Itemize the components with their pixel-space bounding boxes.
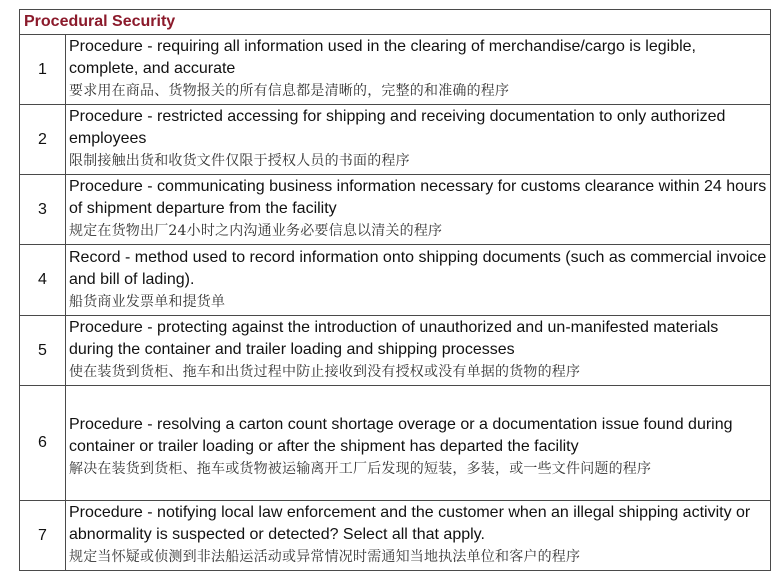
table-row <box>20 35 771 105</box>
row-text-cell <box>66 501 771 571</box>
row-number: 2 <box>20 105 66 175</box>
row-text-chinese: 限制接触出货和收货文件仅限于授权人员的书面的程序 <box>69 153 410 169</box>
row-text-english: Procedure - protecting against the introduction of unauthorized and un-manifested materials during the container and trailer loading and shipping processes <box>69 319 719 358</box>
row-text-chinese: 要求用在商品、货物报关的所有信息都是清晰的，完整的和准确的程序 <box>69 83 510 99</box>
table-row <box>20 501 771 571</box>
row-number: 5 <box>20 316 66 386</box>
row-text-cell <box>66 175 771 245</box>
row-number: 3 <box>20 175 66 245</box>
row-number: 4 <box>20 245 66 316</box>
row-text-cell <box>66 386 771 501</box>
table-header: Procedural Security <box>20 10 771 35</box>
table-row <box>20 386 771 501</box>
row-text-english: Procedure - notifying local law enforcement and the customer when an illegal shipping activity or abnormality is suspected or detected? Select all that apply. <box>69 504 751 543</box>
row-text-english: Procedure - restricted accessing for shipping and receiving documentation to only authorized employees <box>69 108 726 147</box>
row-text-english: Procedure - communicating business information necessary for customs clearance within 24 hours of shipment departure from the facility <box>69 178 767 217</box>
row-number: 6 <box>20 386 66 501</box>
row-text-cell <box>66 245 771 316</box>
row-text-chinese: 解决在装货到货柜、拖车或货物被运输离开工厂后发现的短装，多装，或一些文件问题的程序 <box>69 460 652 477</box>
table-row <box>20 316 771 386</box>
row-text-chinese: 使在装货到货柜、拖车和出货过程中防止接收到没有授权或没有单据的货物的程序 <box>69 364 581 380</box>
row-text-english: Record - method used to record information onto shipping documents (such as commercial invoice and bill of lading). <box>69 248 767 288</box>
row-text-chinese: 规定当怀疑或侦测到非法船运活动或异常情况时需通知当地执法单位和客户的程序 <box>69 549 581 565</box>
row-text-english: Procedure - resolving a carton count shortage overage or a documentation issue found during container or trailer loading or after the shipment has departed the facility <box>69 415 733 455</box>
row-text-cell <box>66 316 771 386</box>
row-text-cell <box>66 105 771 175</box>
row-text-chinese: 规定在货物出厂24小时之内沟通业务必要信息以清关的程序 <box>69 223 443 239</box>
row-text-cell <box>66 35 771 105</box>
table-row <box>20 245 771 316</box>
table-row <box>20 105 771 175</box>
row-text-chinese: 船货商业发票单和提货单 <box>69 293 226 310</box>
procedural-security-section <box>19 9 770 571</box>
procedural-security-table <box>19 9 771 571</box>
table-row <box>20 175 771 245</box>
row-text-english: Procedure - requiring all information used in the clearing of merchandise/cargo is legible, complete, and accurate <box>69 38 696 77</box>
row-number: 7 <box>20 501 66 571</box>
table-header-row <box>20 10 771 35</box>
row-number: 1 <box>20 35 66 105</box>
